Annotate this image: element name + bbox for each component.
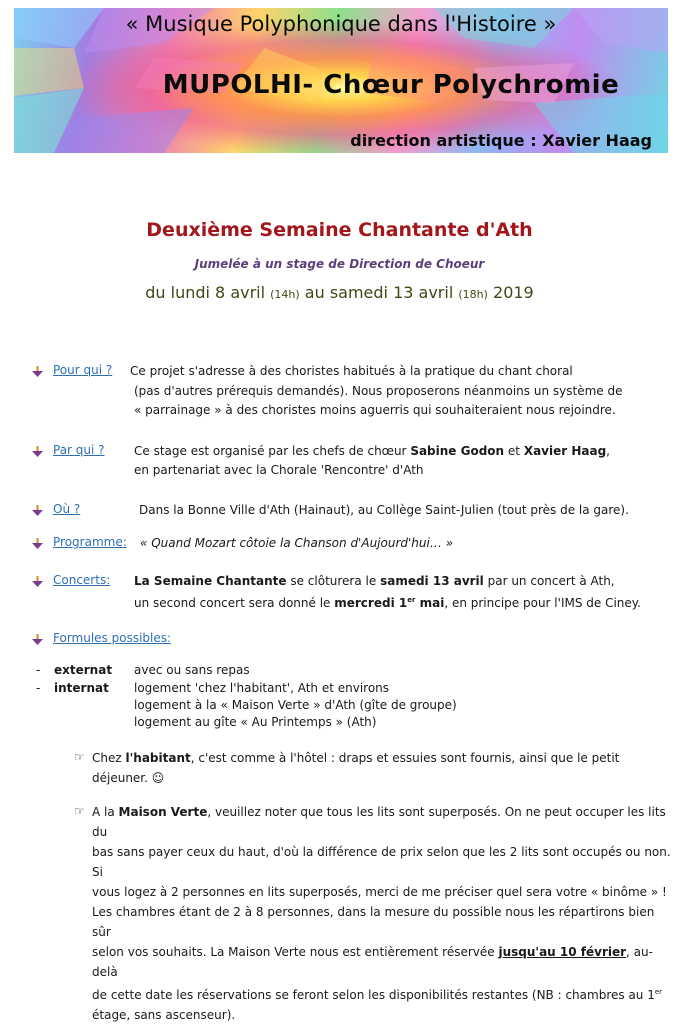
arrow-down-bullet-icon [32,505,43,516]
par-qui-and: et [504,444,524,458]
ou-text: Dans la Bonne Ville d'Ath (Hainaut), au Collège Saint-Julien (tout près de la gare). [139,503,629,517]
note-mv-line-5-post: , au-delà [92,945,653,979]
note-mv-sup: er [654,988,663,996]
note-mv-bold: Maison Verte [118,805,208,819]
concerts-bold-2: samedi 13 avril [380,574,484,588]
arrow-down-bullet-icon [32,366,43,377]
dates-year: 2019 [487,283,534,302]
arrow-down-bullet-icon [32,538,43,549]
event-dates [0,283,679,302]
concerts-text-2: par un concert à Ath, [483,574,615,588]
hand-pointer-icon: ☞ [74,750,85,764]
pour-qui-line-2: (pas d'autres prérequis demandés). Nous proposerons néanmoins un système de [134,384,623,398]
conductor-name-1: Sabine Godon [410,444,505,458]
par-qui-comma: , [606,444,610,458]
par-qui-line-1 [134,442,610,462]
hand-pointer-icon: ☞ [74,804,85,818]
note-maison-verte [92,802,672,1025]
pour-qui-line-1: Ce projet s'adresse à des choristes habitués à la pratique du chant choral [130,364,573,378]
programme-text: « Quand Mozart côtoie la Chanson d'Aujourd'hui… » [140,536,454,550]
concerts-bold-1: La Semaine Chantante [134,574,287,588]
dates-start: du lundi 8 avril [145,283,271,302]
concerts-line-1 [134,572,615,592]
note-mv-line-2: bas sans payer ceux du haut, d'où la différence de prix selon que les 2 lits sont occupés ou non. Si [92,845,671,879]
page-title: Deuxième Semaine Chantante d'Ath [146,219,533,241]
banner-direction: direction artistique : Xavier Haag [350,131,652,150]
par-qui-line-2: en partenariat avec la Chorale 'Rencontre' d'Ath [134,463,424,477]
note-mv-pre: A la [92,805,119,819]
par-qui-text: Ce stage est organisé par les chefs de chœur [134,444,411,458]
section-link-programme[interactable]: Programme: [53,535,127,549]
concerts-text-1: se clôturera le [286,574,381,588]
concerts-text-3: un second concert sera donné le [134,596,335,610]
dates-start-time: (14h) [270,288,300,301]
formule-externat-dash: - [36,663,41,677]
note-mv-line-6: de cette date les réservations se feront selon les disponibilités restantes (NB : chambres au 1 [92,988,655,1002]
section-link-pour-qui[interactable]: Pour qui ? [53,363,113,377]
note-mv-line-4: Les chambres étant de 2 à 8 personnes, dans la mesure du possible nous les répartirons bien sûr [92,905,655,939]
arrow-down-bullet-icon [32,576,43,587]
formule-internat-option-3: logement au gîte « Au Printemps » (Ath) [134,715,377,729]
note-habitant [92,748,672,788]
reservation-deadline: jusqu'au 10 février [498,945,627,959]
section-link-formules[interactable]: Formules possibles: [53,631,172,645]
concerts-bold-3: mercredi 1 [334,596,408,610]
formule-internat-option-1: logement 'chez l'habitant', Ath et environs [134,681,390,695]
formule-externat-type: externat [54,663,113,677]
banner-tagline: « Musique Polyphonique dans l'Histoire » [125,12,557,36]
dates-end: au samedi 13 avril [299,283,459,302]
arrow-down-bullet-icon [32,446,43,457]
dates-end-time: (18h) [458,288,488,301]
concerts-line-2 [134,591,641,614]
note-habitant-bold: l'habitant [125,751,191,765]
formule-externat-option: avec ou sans repas [134,663,250,677]
concerts-sup: er [407,596,416,604]
concerts-bold-4: mai [415,596,445,610]
formule-internat-option-2: logement à la « Maison Verte » d'Ath (gîte de groupe) [134,698,457,712]
conductor-name-2: Xavier Haag [523,444,607,458]
note-habitant-line-2: déjeuner. ☺ [92,771,165,785]
formule-internat-dash: - [36,681,41,695]
pour-qui-line-3: « parrainage » à des choristes moins aguerris qui souhaiteraient nous rejoindre. [134,403,616,417]
concerts-text-4: , en principe pour l'IMS de Ciney. [444,596,641,610]
header-banner [14,8,668,153]
note-habitant-text: , c'est comme à l'hôtel : draps et essuies sont fournis, ainsi que le petit [190,751,620,765]
section-link-concerts[interactable]: Concerts: [53,573,111,587]
formule-internat-type: internat [54,681,109,695]
note-mv-line-3: vous logez à 2 personnes en lits superposés, merci de me préciser quel sera votre « binôme » ! [92,885,667,899]
note-mv-line-7: étage, sans ascenseur). [92,1008,236,1022]
banner-choir-name: MUPOLHI- Chœur Polychromie [162,70,620,100]
note-mv-line-5: selon vos souhaits. La Maison Verte nous est entièrement réservée [92,945,499,959]
note-mv-line-1: , veuillez noter que tous les lits sont superposés. On ne peut occuper les lits du [92,805,666,839]
note-habitant-pre: Chez [92,751,126,765]
arrow-down-bullet-icon [32,634,43,645]
section-link-par-qui[interactable]: Par qui ? [53,443,105,457]
section-link-ou[interactable]: Où ? [53,502,81,516]
page-subtitle: Jumelée à un stage de Direction de Choeur [194,257,485,271]
